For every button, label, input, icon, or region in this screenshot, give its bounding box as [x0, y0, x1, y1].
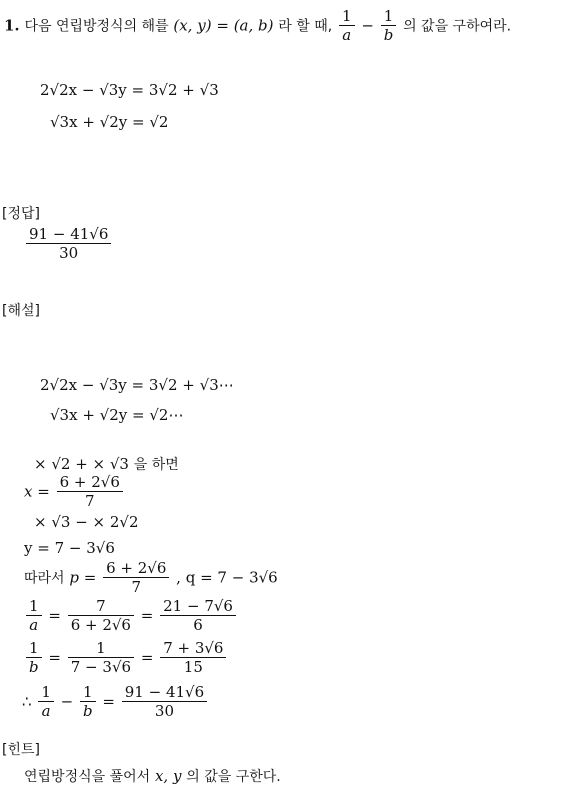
answer-fraction — [24, 226, 113, 263]
hint-label: [힌트] — [2, 742, 40, 758]
inv-a-frac — [26, 598, 42, 635]
final-equals: = — [102, 692, 115, 711]
final-minus: − — [60, 692, 74, 711]
one-over-b — [381, 8, 397, 45]
inv-a-eq1: = — [48, 606, 61, 625]
final-result — [122, 684, 207, 721]
one-over-b-num: 1 — [383, 7, 394, 25]
step-2: × √3 − × 2√2 — [34, 513, 139, 531]
inv-b-mid — [68, 640, 134, 677]
p-lhs: p = — [69, 568, 97, 587]
final-inv-b — [80, 684, 96, 721]
inv-b-res-num: 7 + 3√6 — [163, 639, 224, 657]
problem-number: 1. — [4, 16, 20, 35]
x-result-den: 7 — [57, 491, 123, 510]
step-1-suffix: 을 하면 — [133, 457, 179, 473]
hint-text-before: 연립방정식을 풀어서 — [24, 769, 151, 785]
inv-a-res-num: 21 − 7√6 — [163, 597, 233, 615]
final-inv-b-num: 1 — [83, 683, 93, 701]
inv-b-res — [160, 640, 226, 677]
problem-text-before: 다음 연립방정식의 해를 — [24, 18, 169, 35]
inv-b-res-den: 15 — [160, 657, 226, 676]
final-inv-a-den: a — [38, 701, 54, 720]
inv-a-res-den: 6 — [160, 615, 236, 634]
therefore-symbol: ∴ — [22, 692, 32, 711]
inv-a-line — [24, 598, 238, 635]
answer-denominator: 30 — [26, 243, 111, 262]
final-line — [22, 684, 209, 721]
step-1 — [34, 456, 179, 473]
p-num: 6 + 2√6 — [106, 559, 167, 577]
problem-statement — [4, 8, 511, 45]
hint-text — [24, 768, 281, 785]
inv-b-eq1: = — [48, 648, 61, 667]
q-eq: , q = 7 − 3√6 — [176, 568, 278, 587]
p-den: 7 — [103, 577, 169, 596]
answer-value — [26, 226, 111, 263]
step-1-expr: × √2 + × √3 — [34, 455, 129, 473]
explanation-eq-2: √3x + √2y = √2⋯ — [50, 406, 184, 424]
therefore-line — [24, 560, 278, 597]
one-over-a-den: a — [339, 25, 355, 44]
problem-equation-2: √3x + √2y = √2 — [50, 113, 169, 131]
x-result-num: 6 + 2√6 — [59, 473, 120, 491]
minus-sign: − — [361, 16, 374, 35]
inv-a-res — [160, 598, 236, 635]
hint-vars: x, y — [154, 767, 182, 785]
inv-a-den: a — [26, 615, 42, 634]
one-over-a — [339, 8, 355, 45]
inv-b-mid-den: 7 − 3√6 — [68, 657, 134, 676]
final-result-num: 91 − 41√6 — [124, 683, 205, 701]
final-inv-a-num: 1 — [41, 683, 51, 701]
problem-text-after: 의 값을 구하여라. — [403, 18, 512, 35]
inv-a-mid-num: 7 — [96, 597, 106, 615]
one-over-b-den: b — [381, 25, 397, 44]
problem-equation-1: 2√2x − √3y = 3√2 + √3 — [40, 81, 219, 99]
pair-rhs: (a, b) — [233, 16, 274, 35]
therefore-text: 따라서 — [24, 570, 65, 587]
pair-lhs: (x, y) — [173, 16, 212, 35]
inv-a-num: 1 — [29, 597, 39, 615]
explanation-eq-1: 2√2x − √3y = 3√2 + √3⋯ — [40, 376, 234, 394]
inv-b-line — [24, 640, 228, 677]
y-result: y = 7 − 3√6 — [24, 539, 115, 557]
final-result-den: 30 — [122, 701, 207, 720]
answer-label: [정답] — [2, 206, 40, 222]
one-over-a-num: 1 — [342, 7, 352, 25]
inv-b-den: b — [26, 657, 42, 676]
final-inv-b-den: b — [80, 701, 96, 720]
inv-b-frac — [26, 640, 42, 677]
hint-text-after: 의 값을 구한다. — [186, 769, 281, 785]
inv-b-mid-num: 1 — [96, 639, 106, 657]
inv-b-num: 1 — [29, 639, 39, 657]
explanation-label: [해설] — [2, 303, 40, 319]
final-inv-a — [38, 684, 54, 721]
problem-text-mid: 라 할 때, — [278, 18, 333, 35]
answer-numerator: 91 − 41√6 — [29, 225, 109, 243]
equals-sign: = — [216, 16, 229, 35]
inv-a-mid — [68, 598, 134, 635]
inv-a-mid-den: 6 + 2√6 — [68, 615, 134, 634]
inv-b-eq2: = — [140, 648, 154, 667]
x-result-frac — [57, 474, 123, 511]
p-frac — [103, 560, 169, 597]
inv-a-eq2: = — [140, 606, 154, 625]
x-result — [24, 474, 125, 511]
x-result-lhs: x = — [24, 482, 50, 501]
